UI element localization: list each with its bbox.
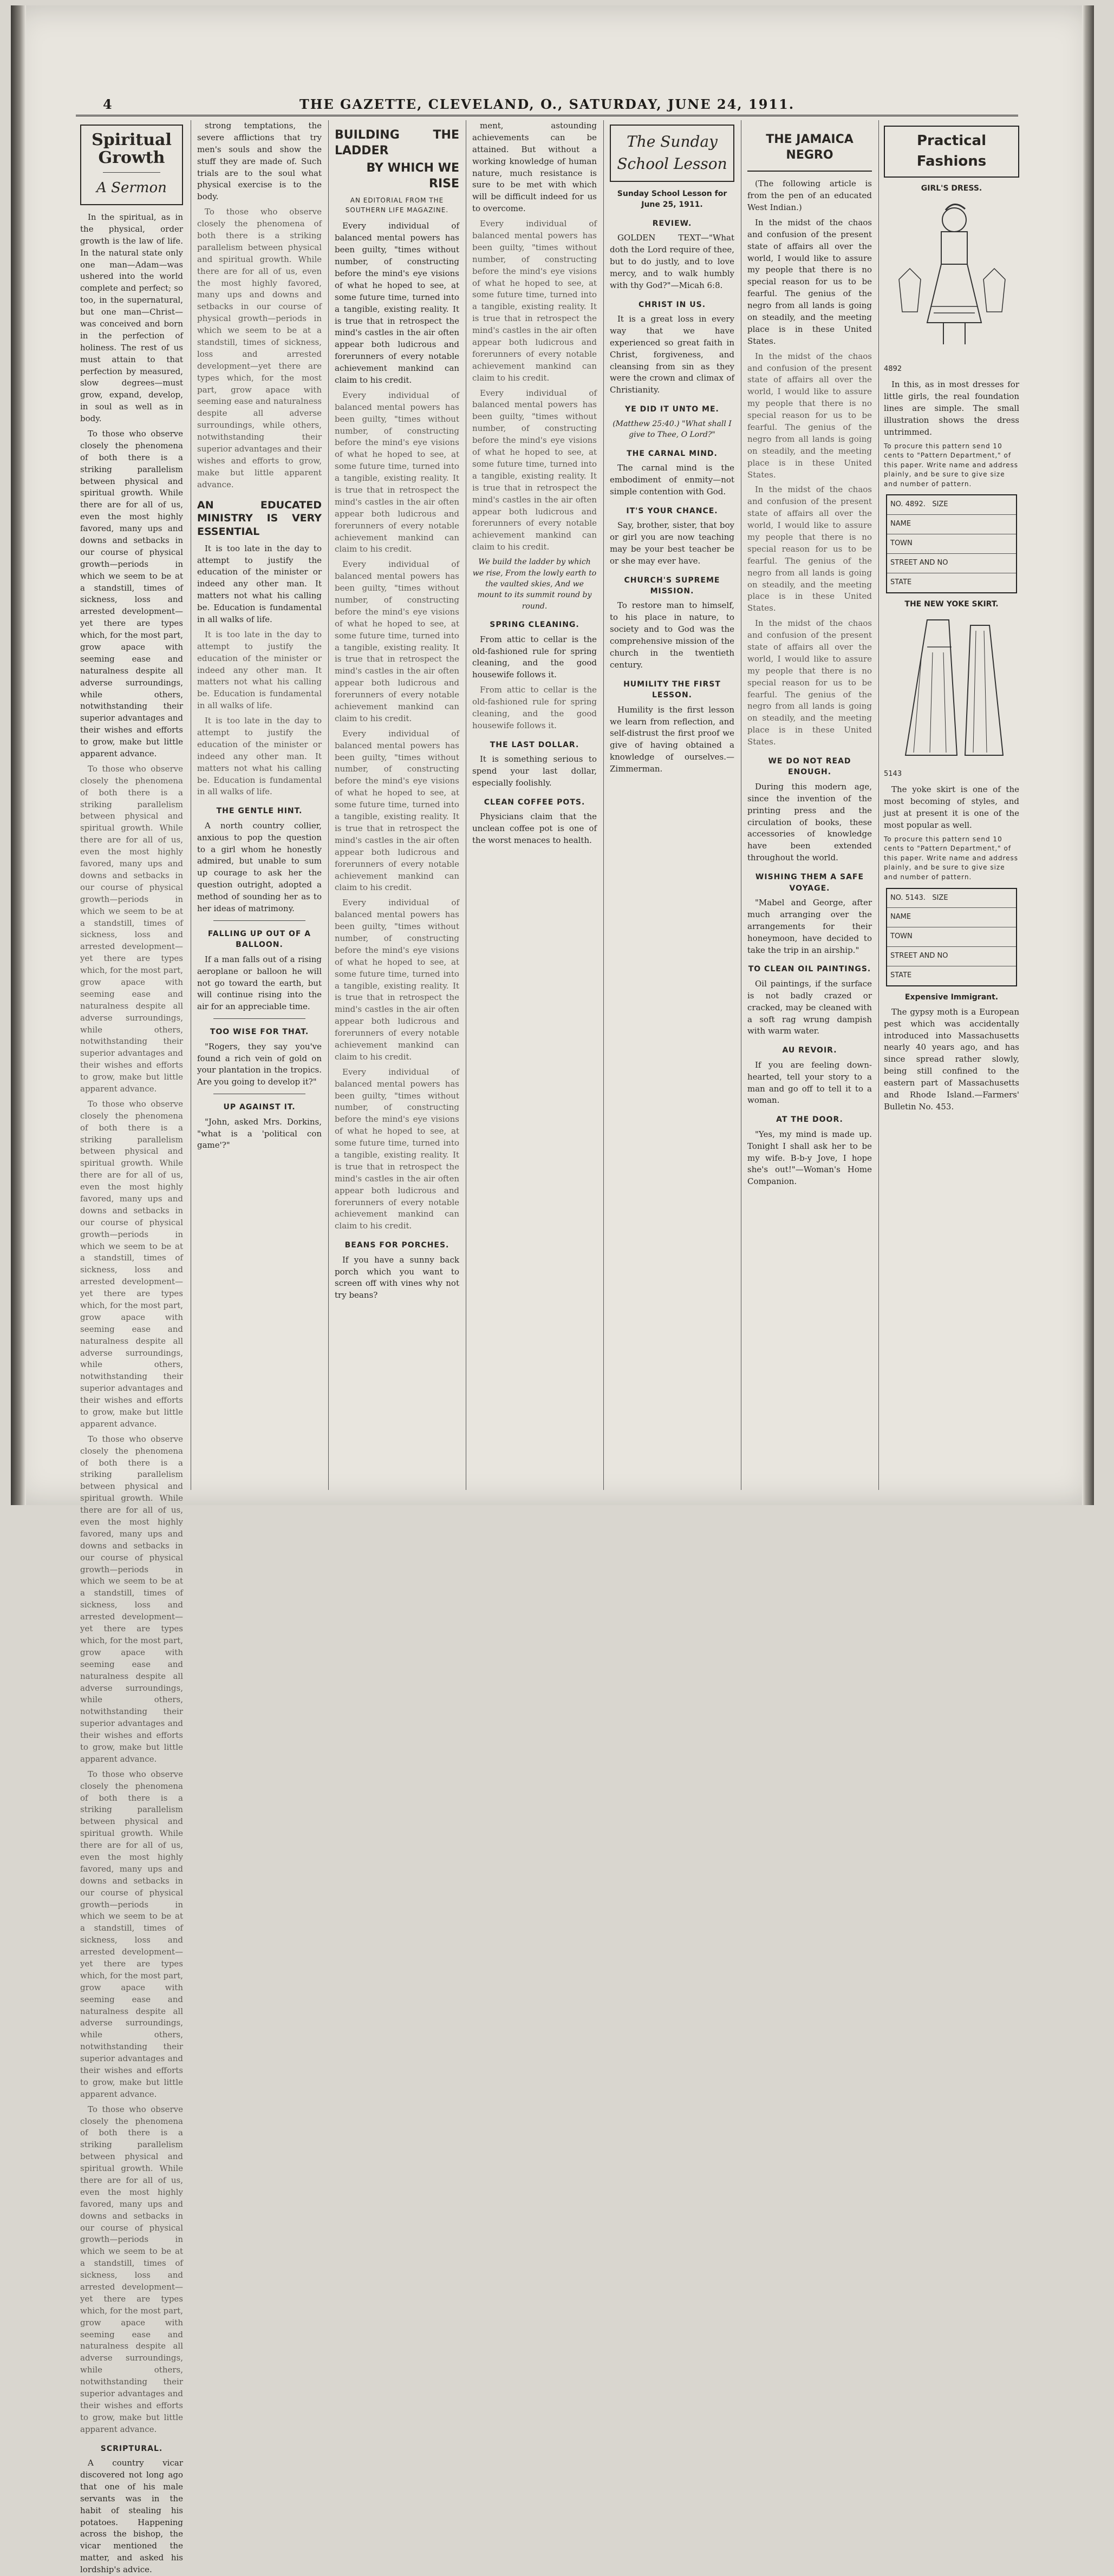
- jamaica-heading-box: [747, 125, 872, 172]
- page-edge-left: [11, 5, 26, 1505]
- at-door-text: "Yes, my mind is made up. Tonight I shall ask her to be my wife. B-b-y Jove, I hope she's out!"—Woman's Home Companion.: [747, 1129, 872, 1187]
- column-7: [884, 120, 1019, 1490]
- read-enough-heading: WE DO NOT READ ENOUGH.: [768, 757, 851, 777]
- ladder-body: Every individual of balanced mental powers has been guilty, "times without number, of constructing before the mind's eye visions of what he hoped to see, at some future time, turned into a tangible, existing reality. It is true that in retrospect the mind's castles in the air often appear both ludicrous and forerunners of every notable achievement mankind can claim to his credit.: [335, 221, 459, 385]
- spring-text: From attic to cellar is the old-fashioned rule for spring cleaning, and the good housewife follows it.: [472, 634, 597, 680]
- christ-heading: CHRIST IN US.: [638, 300, 706, 309]
- girls-dress-caption: GIRL'S DRESS.: [921, 184, 982, 193]
- sermon-body-cont-5: To those who observe closely the phenomena of both there is a striking parallelism between physical and spiritual growth. While there are for all of us, even the most highly favored, many ups and downs and setbacks in our course of physical growth—periods in which we seem to be at a standstill, times of sickness, loss and arrested development—yet there are types which, for the most part, grow apace with seeming ease and naturalness despite all adverse surroundings, while others, notwithstanding their superior advantages and their wishes and efforts to grow, make but little apparent advance.: [80, 2104, 183, 2434]
- order-note-2: To procure this pattern send 10 cents to "Pattern Department," of this paper. Write name and address plainly, and be sure to give size and number of pattern.: [884, 835, 1019, 881]
- column-5: [610, 120, 734, 1490]
- immigrant-text: The gypsy moth is a European pest which was accidentally introduced into Massachusetts nearly 40 years ago, and has since spread rather slowly, being still confined to the eastern part of Massachusetts and Rhode Island.—Farmers' Bulletin No. 453.: [884, 1006, 1019, 1112]
- au-revoir-heading: AU REVOIR.: [782, 1046, 837, 1055]
- page-edge-right: [1082, 5, 1094, 1505]
- balloon-text: If a man falls out of a rising aeroplane or balloon he will not go toward the earth, but will continue rising into the air for an appreciable time.: [197, 954, 322, 1012]
- lesson-date: Sunday School Lesson for June 25, 1911.: [617, 189, 727, 210]
- sermon-title-line1: Spiritual: [92, 130, 172, 149]
- coffee-text: Physicians claim that the unclean coffee pot is one of the worst menaces to health.: [472, 812, 597, 846]
- order2-number: NO. 5143.: [890, 893, 926, 902]
- girls-dress-number: 4892: [884, 365, 902, 374]
- order-note-1: To procure this pattern send 10 cents to "Pattern Department," of this paper. Write name and address plainly, and be sure to give size and number of pattern.: [884, 442, 1019, 488]
- girls-dress-text: In this, as in most dresses for little girls, the real foundation lines are simple. The small illustration shows the dress untrimmed.: [884, 380, 1019, 437]
- ministry-text-cont-2: It is too late in the day to attempt to justify the education of the minister or indeed any other man. It matters not what his calling be. Education is fundamental in all walks of life.: [197, 716, 322, 797]
- column-3: [335, 120, 459, 1490]
- yoke-skirt-drawing: [889, 614, 1014, 766]
- ladder-body-cont-3: Every individual of balanced mental powers has been guilty, "times without number, of constructing before the mind's eye visions of what he hoped to see, at some future time, turned into a tangible, existing reality. It is true that in retrospect the mind's castles in the air often appear both ludicrous and forerunners of every notable achievement mankind can claim to his credit.: [335, 728, 459, 893]
- masthead-rule: [76, 115, 1018, 116]
- beans-heading: BEANS FOR PORCHES.: [344, 1241, 449, 1250]
- beans-text: If you have a sunny back porch which you want to screen off with vines why not try beans?: [335, 1254, 459, 1300]
- practical-fashions-title: Practical Fashions: [884, 126, 1019, 178]
- sunday-school-title-box: [610, 125, 734, 182]
- chance-text: Say, brother, sister, that boy or girl you are now teaching may be your best teacher be or she may ever have.: [610, 520, 734, 566]
- sermon-body-cont-3: To those who observe closely the phenomena of both there is a striking parallelism between physical and spiritual growth. While there are for all of us, even the most highly favored, many ups and downs and setbacks in our course of physical growth—periods in which we seem to be at a standstill, times of sickness, loss and arrested development—yet there are types which, for the most part, grow apace with seeming ease and naturalness despite all adverse surroundings, while others, notwithstanding their superior advantages and their wishes and efforts to grow, make but little apparent advance.: [80, 1434, 183, 1764]
- au-revoir-text: If you are feeling down-hearted, tell your story to a man and go off to tell it to a woman.: [747, 1060, 872, 1106]
- sermon-title-line2: Growth: [98, 148, 165, 167]
- christ-text: It is a great loss in every way that we have experienced so great faith in Christ, forgiveness, and cleansing from sin as they were the crown and climax of Christianity.: [610, 313, 734, 395]
- ladder-body-cont-2: Every individual of balanced mental powers has been guilty, "times without number, of constructing before the mind's eye visions of what he hoped to see, at some future time, turned into a tangible, existing reality. It is true that in retrospect the mind's castles in the air often appear both ludicrous and forerunners of every notable achievement mankind can claim to his credit.: [335, 559, 459, 723]
- sermon-body: To those who observe closely the phenomena of both there is a striking parallelism between physical and spiritual growth. While there are for all of us, even the most highly favored, many ups and downs and setbacks in our course of physical growth—periods in which we seem to be at a standstill, times of sickness, loss and arrested development—yet there are types which, for the most part, grow apace with seeming ease and naturalness despite all adverse surroundings, while others, notwithstanding their superior advantages and their wishes and efforts to grow, make but little apparent advance.: [80, 428, 183, 759]
- ladder-heading-line2: BY WHICH WE RISE: [366, 161, 459, 191]
- humility-heading: HUMILITY THE FIRST LESSON.: [623, 679, 721, 700]
- ladder-continued-2: Every individual of balanced mental powers has been guilty, "times without number, of constructing before the mind's eye visions of what he hoped to see, at some future time, turned into a tangible, existing reality. It is true that in retrospect the mind's castles in the air often appear both ludicrous and forerunners of every notable achievement mankind can claim to his credit.: [472, 219, 597, 383]
- review-text: GOLDEN TEXT—"What doth the Lord require of thee, but to do justly, and to love mercy, and to walk humbly with thy God?"—Micah 6:8.: [610, 233, 734, 290]
- yoke-skirt-text: The yoke skirt is one of the most becoming of styles, and just at present it is one of the most popular as well.: [884, 784, 1019, 831]
- chance-heading: IT'S YOUR CHANCE.: [626, 506, 718, 515]
- column-4: [472, 120, 597, 1490]
- jamaica-heading: THE JAMAICA NEGRO: [766, 133, 854, 162]
- page-number: 4: [103, 96, 113, 112]
- voyage-text: "Mabel and George, after much arranging over the arrangements for their honeymoon, have decided to take the trip in an airship.": [747, 898, 872, 955]
- column-2: [197, 120, 322, 1490]
- order1-street[interactable]: STREET AND NO: [887, 554, 1016, 573]
- too-wise-heading: TOO WISE FOR THAT.: [210, 1028, 309, 1037]
- voyage-heading: WISHING THEM A SAFE VOYAGE.: [755, 873, 864, 893]
- yoke-skirt-caption: THE NEW YOKE SKIRT.: [904, 600, 999, 609]
- jamaica-body-cont-2: In the midst of the chaos and confusion of the present state of affairs all over the world, I would like to assure my people that there is no special reason for us to be fearful. The genius of the negro from all lands is going on steadily, and the meeting place is in these United States.: [747, 485, 872, 613]
- ministry-heading: AN EDUCATED MINISTRY IS VERY ESSENTIAL: [197, 499, 322, 538]
- order1-town[interactable]: TOWN: [887, 534, 1016, 554]
- humility-text: Humility is the first lesson we learn from reflection, and self-distrust the first proof we give of having obtained a knowledge of ourselves.—Zimmerman.: [610, 704, 734, 774]
- sermon-body-cont-4: To those who observe closely the phenomena of both there is a striking parallelism between physical and spiritual growth. While there are for all of us, even the most highly favored, many ups and downs and setbacks in our course of physical growth—periods in which we seem to be at a standstill, times of sickness, loss and arrested development—yet there are types which, for the most part, grow apace with seeming ease and naturalness despite all adverse surroundings, while others, notwithstanding their superior advantages and their wishes and efforts to grow, make but little apparent advance.: [80, 1769, 183, 2099]
- ladder-body-cont-4: Every individual of balanced mental powers has been guilty, "times without number, of constructing before the mind's eye visions of what he hoped to see, at some future time, turned into a tangible, existing reality. It is true that in retrospect the mind's castles in the air often appear both ludicrous and forerunners of every notable achievement mankind can claim to his credit.: [335, 898, 459, 1062]
- jamaica-note: (The following article is from the pen of an educated West Indian.): [747, 179, 872, 212]
- yoke-skirt-number: 5143: [884, 770, 902, 779]
- oil-paintings-text: Oil paintings, if the surface is not badly crazed or cracked, may be cleaned with a soft rag wrung dampish with warm water.: [747, 978, 872, 1036]
- did-it-heading: YE DID IT UNTO ME.: [625, 405, 719, 414]
- sermon-title-line3: A Sermon: [96, 180, 167, 196]
- up-against-heading: UP AGAINST IT.: [223, 1103, 296, 1112]
- order2-name[interactable]: NAME: [887, 908, 1016, 927]
- newspaper-dateline: THE GAZETTE, CLEVELAND, O., SATURDAY, JUNE 24, 1911.: [299, 96, 795, 112]
- carnal-text: The carnal mind is the embodiment of enmity—not simple contention with God.: [610, 462, 734, 496]
- jamaica-body-cont: In the midst of the chaos and confusion of the present state of affairs all over the world, I would like to assure my people that there is no special reason for us to be fearful. The genius of the negro from all lands is going on steadily, and the meeting place is in these United States.: [747, 351, 872, 480]
- sunday-school-title-line2: School Lesson: [617, 154, 727, 173]
- ministry-text: It is too late in the day to attempt to justify the education of the minister or indeed any other man. It matters not what his calling be. Education is fundamental in all walks of life.: [197, 543, 322, 625]
- ladder-body-cont-5: Every individual of balanced mental powers has been guilty, "times without number, of constructing before the mind's eye visions of what he hoped to see, at some future time, turned into a tangible, existing reality. It is true that in retrospect the mind's castles in the air often appear both ludicrous and forerunners of every notable achievement mankind can claim to his credit.: [335, 1067, 459, 1231]
- sermon-title-box: [80, 125, 183, 205]
- order-form-1: [886, 494, 1017, 593]
- ladder-subheading: AN EDITORIAL FROM THE SOUTHERN LIFE MAGAZINE.: [345, 197, 449, 214]
- too-wise-text: "Rogers, they say you've found a rich vein of gold on your plantation in the tropics. Are you going to develop it?": [197, 1041, 322, 1087]
- column-6: [747, 120, 872, 1490]
- order2-size: SIZE: [932, 893, 948, 902]
- sermon-body-cont-2: To those who observe closely the phenomena of both there is a striking parallelism between physical and spiritual growth. While there are for all of us, even the most highly favored, many ups and downs and setbacks in our course of physical growth—periods in which we seem to be at a standstill, times of sickness, loss and arrested development—yet there are types which, for the most part, grow apace with seeming ease and naturalness despite all adverse surroundings, while others, notwithstanding their superior advantages and their wishes and efforts to grow, make but little apparent advance.: [80, 1099, 183, 1429]
- review-heading: REVIEW.: [652, 219, 692, 228]
- gentle-hint-heading: THE GENTLE HINT.: [216, 807, 303, 816]
- oil-paintings-heading: TO CLEAN OIL PAINTINGS.: [748, 965, 871, 974]
- sunday-school-title-line1: The Sunday: [627, 133, 718, 151]
- jamaica-body: In the midst of the chaos and confusion of the present state of affairs all over the world, I would like to assure my people that there is no special reason for us to be fearful. The genius of the negro from all lands is going on steadily, and the meeting place is in these United States.: [747, 217, 872, 346]
- immigrant-heading: Expensive Immigrant.: [904, 993, 999, 1002]
- last-dollar-heading: THE LAST DOLLAR.: [490, 740, 579, 749]
- ladder-poem: We build the ladder by which we rise, From the lowly earth to the vaulted skies, And we mount to its summit round by round.: [472, 558, 597, 611]
- ladder-heading-line1: BUILDING THE LADDER: [335, 128, 459, 158]
- at-door-heading: AT THE DOOR.: [776, 1115, 843, 1124]
- jamaica-body-cont-3: In the midst of the chaos and confusion of the present state of affairs all over the world, I would like to assure my people that there is no special reason for us to be fearful. The genius of the negro from all lands is going on steadily, and the meeting place is in these United States.: [747, 618, 872, 747]
- ladder-continued: ment, astounding achievements can be attained. But without a working knowledge of human nature, much resistance is sure to be met with which will be difficult indeed for us to overcome.: [472, 121, 597, 214]
- column-1: [80, 120, 183, 2575]
- scriptural-text: A country vicar discovered not long ago that one of his male servants was in the habit of stealing his potatoes. Happening across the bishop, the vicar mentioned the matter, and asked his lordship's advice.: [80, 2458, 183, 2575]
- balloon-heading: FALLING UP OUT OF A BALLOON.: [207, 929, 311, 950]
- gentle-hint-text: A north country collier, anxious to pop the question to a girl whom he honestly admired, but unable to sum up courage to ask her the question outright, adopted a method of sounding her as to her ideas of matrimony.: [197, 820, 322, 914]
- ministry-text-cont: It is too late in the day to attempt to justify the education of the minister or indeed any other man. It matters not what his calling be. Education is fundamental in all walks of life.: [197, 629, 322, 711]
- order1-number: NO. 4892.: [890, 500, 926, 509]
- order2-state[interactable]: STATE: [890, 971, 912, 980]
- girls-dress-illustration: [884, 198, 1019, 375]
- ladder-body-cont: Every individual of balanced mental powers has been guilty, "times without number, of constructing before the mind's eye visions of what he hoped to see, at some future time, turned into a tangible, existing reality. It is true that in retrospect the mind's castles in the air often appear both ludicrous and forerunners of every notable achievement mankind can claim to his credit.: [335, 390, 459, 554]
- carnal-heading: THE CARNAL MIND.: [627, 449, 718, 458]
- sermon-intro: In the spiritual, as in the physical, order growth is the law of life. In the natural state only one man—Adam—was ushered into the world complete and perfect; so too, in the supernatural, but one man—Christ—was conceived and born in the perfection of holiness. The rest of us must attain to that perfection by measured, slow degrees—must grow, expand, develop, in soul as well as in body.: [80, 212, 183, 424]
- did-it-text: (Matthew 25:40.) "What shall I give to Thee, O Lord?": [613, 419, 732, 440]
- order2-street[interactable]: STREET AND NO: [887, 947, 1016, 966]
- sermon-continued-2: To those who observe closely the phenomena of both there is a striking parallelism between physical and spiritual growth. While there are for all of us, even the most highly favored, many ups and downs and setbacks in our course of physical growth—periods in which we seem to be at a standstill, times of sickness, loss and arrested development—yet there are types which, for the most part, grow apace with seeming ease and naturalness despite all adverse surroundings, while others, notwithstanding their superior advantages and their wishes and efforts to grow, make but little apparent advance.: [197, 207, 322, 489]
- girls-dress-drawing: [889, 198, 1014, 361]
- read-enough-text: During this modern age, since the invention of the printing press and the circulation of books, these accessories of knowledge have been extended throughout the world.: [747, 781, 872, 863]
- mission-text: To restore man to himself, to his place in nature, to society and to God was the comprehensive mission of the church in the twentieth century.: [610, 600, 734, 670]
- up-against-text: "John, asked Mrs. Dorkins, "what is a 'political con game'?": [197, 1116, 322, 1150]
- spring-heading: SPRING CLEANING.: [490, 620, 579, 630]
- ladder-continued-3: Every individual of balanced mental powers has been guilty, "times without number, of constructing before the mind's eye visions of what he hoped to see, at some future time, turned into a tangible, existing reality. It is true that in retrospect the mind's castles in the air often appear both ludicrous and forerunners of every notable achievement mankind can claim to his credit.: [472, 388, 597, 552]
- spring-text-cont: From attic to cellar is the old-fashioned rule for spring cleaning, and the good housewife follows it.: [472, 685, 597, 730]
- sermon-continued: strong temptations, the severe afflictions that try men's souls and show the stuff they are made of. Such trials are to the soul what physical exercise is to the body.: [197, 121, 322, 202]
- mission-heading: CHURCH'S SUPREME MISSION.: [624, 576, 720, 596]
- order1-state[interactable]: STATE: [890, 578, 912, 587]
- yoke-skirt-illustration: [884, 614, 1019, 780]
- coffee-heading: CLEAN COFFEE POTS.: [484, 797, 585, 807]
- scriptural-heading: SCRIPTURAL.: [100, 2444, 163, 2453]
- order-form-2: [886, 888, 1017, 987]
- order2-town[interactable]: TOWN: [887, 927, 1016, 947]
- last-dollar-text: It is something serious to spend your last dollar, especially foolishly.: [472, 754, 597, 788]
- order1-size: SIZE: [932, 500, 948, 509]
- sermon-body-cont: To those who observe closely the phenomena of both there is a striking parallelism between physical and spiritual growth. While there are for all of us, even the most highly favored, many ups and downs and setbacks in our course of physical growth—periods in which we seem to be at a standstill, times of sickness, loss and arrested development—yet there are types which, for the most part, grow apace with seeming ease and naturalness despite all adverse surroundings, while others, notwithstanding their superior advantages and their wishes and efforts to grow, make but little apparent advance.: [80, 763, 183, 1094]
- order1-name[interactable]: NAME: [887, 515, 1016, 534]
